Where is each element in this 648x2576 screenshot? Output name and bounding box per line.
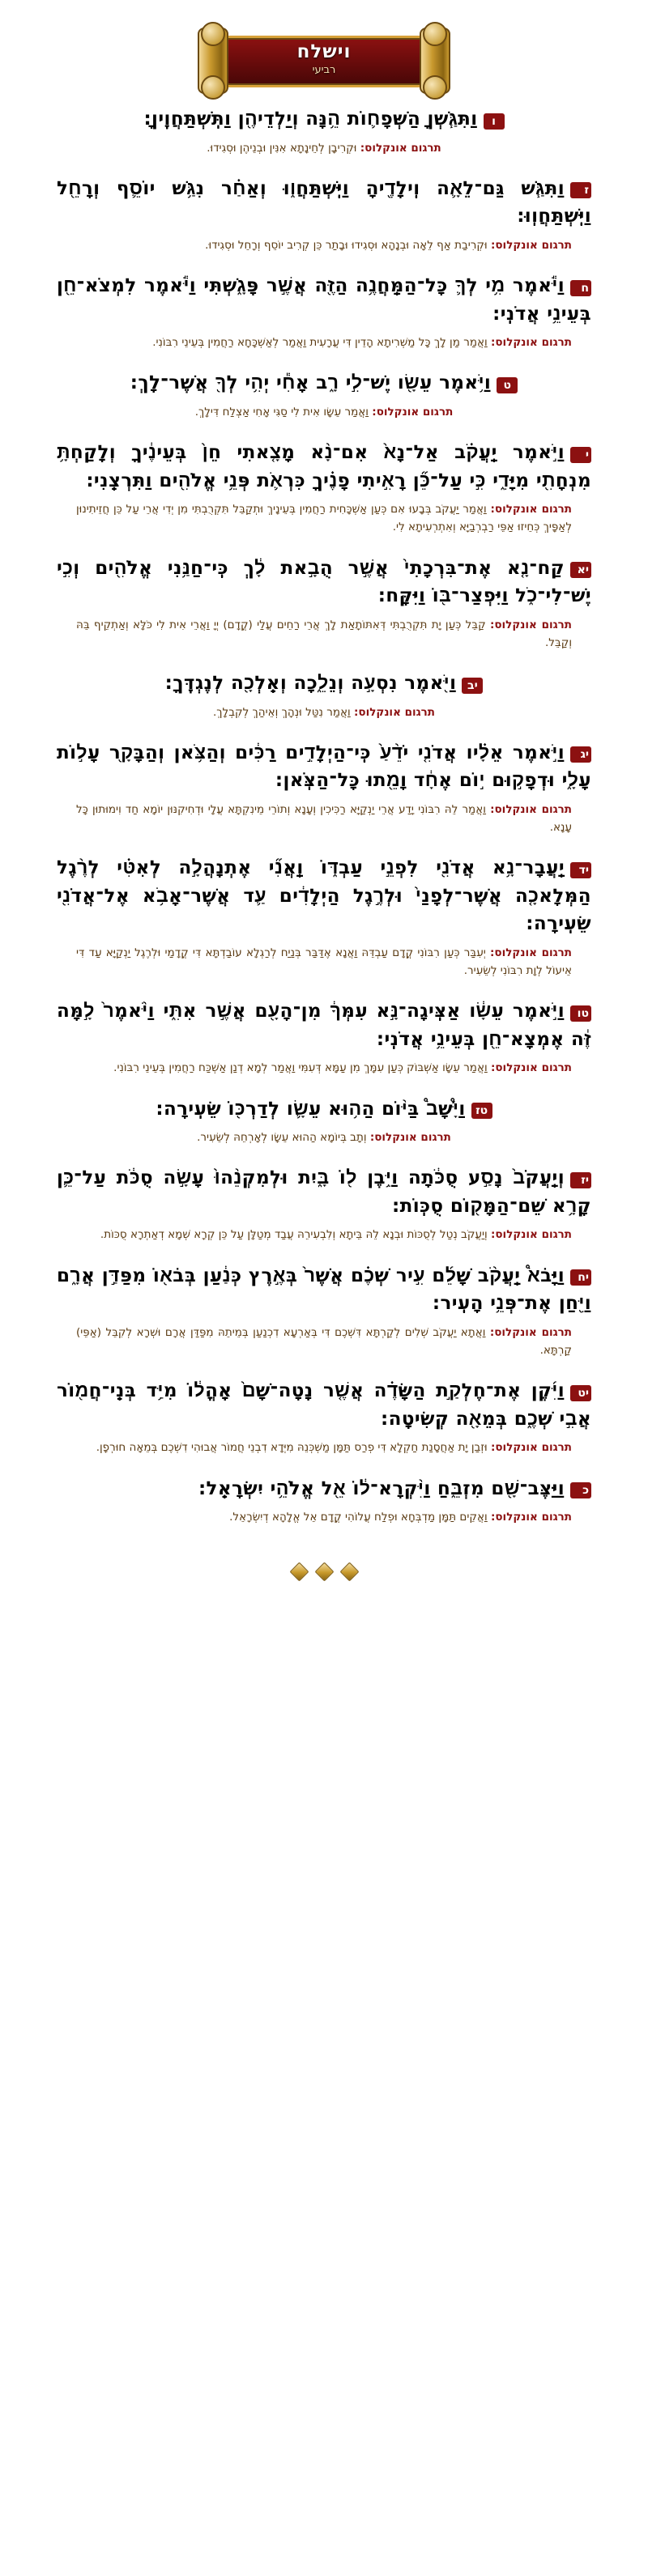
verse-hebrew-text: וַיֹּ֖אמֶר נִסְעָ֣ה וְנֵלֵ֑כָה וְאֵֽלְכָ֖ה לְנֶגְדֶּֽךָ: [164,673,457,695]
verse-number-badge[interactable]: ח [570,280,591,296]
targum-onkelos-block [57,1226,591,1243]
verse-hebrew-text: וַיֹּ֣אמֶר אֵלָ֗יו אֲדֹנִ֤י יֹדֵ֨עַ֙ כִּֽי־הַיְלָדִ֣ים רַכִּ֔ים וְהַצֹּ֥אן וְהַבָּקָ֖ר עָל֣וֹת עָלָ֑י וּדְפָק֣וּם י֣וֹם אֶחָ֔ד וָמֵ֖תוּ כָּל־הַצֹּֽאן: [57,742,591,792]
targum-label: תרגום אונקלוס: [372,405,454,419]
targum-label: תרגום אונקלוס: [490,238,572,252]
verse-line [57,369,591,397]
verse-hebrew-text: וַיֹּ֥אמֶר עֵשָׂ֖ו יֶשׁ־לִ֣י רָ֑ב אָחִ֕י יְהִ֥י לְךָ֖ אֲשֶׁר־לָֽךְ: [130,372,492,394]
targum-text: יְעִבַּר כְּעַן רִבּוֹנִי קֳדָם עַבְדֵּהּ וַאֲנָא אֶדַּבַּר בְּנַיַח לְרַגְלָא עוֹבַדְתָּא דִּי קֳדָמַי וּלְרֶגֶל יַנְקַיָּא עַד דִּי אֵיעוֹל לְוָת רִבּוֹנִי לְשֵׂעִיר. [76,946,572,978]
targum-onkelos-block [57,139,591,157]
verse-number-badge[interactable]: יב [462,678,483,694]
targum-onkelos-block [57,1508,591,1526]
verse-line [57,439,591,495]
verse-block [57,369,591,421]
verse-number-badge[interactable]: יא [570,562,591,578]
targum-label: תרגום אונקלוס: [490,1228,572,1242]
verse-number-badge[interactable]: טו [570,1005,591,1022]
targum-label: תרגום אונקלוס: [354,705,436,719]
targum-text: וַאֲמַר עֵשָׂו אִית לִי סַגִּי אָחִי אַצְלַח דִּילָךְ. [194,405,369,419]
verse-hebrew-text: וַיֹּ֣אמֶר עֵשָׂ֔ו אַצִּֽיגָה־נָּ֣א עִמְּךָ֔ מִן־הָעָ֖ם אֲשֶׁ֣ר אִתִּ֑י וַיֹּ֨אמֶר֙ לָ֣מָּה זֶּ֔ה אֶמְצָא־חֵ֖ן בְּעֵינֵ֥י אֲדֹנִֽי: [57,1001,591,1050]
verse-hebrew-text: וַתִּגַּ֧שְׁןָ הַשְּׁפָח֛וֹת הֵ֥נָּה וְיַלְדֵיהֶ֖ן וַתִּֽשְׁתַּחֲוֶֽיןָ: [143,108,478,130]
targum-text: וַאֲמַר לֵהּ רִבּוֹנִי יָדַע אֲרֵי יַנְקַיָּא רַכִּיכִין וְעָנָא וְתוֹרֵי מֵינִקְתָּא עֲלָי וּדְחִיקִנּוּן יוֹמָא חַד וִימוּתוּן כָּל עָנָא. [76,802,572,835]
verse-block [57,997,591,1077]
targum-label: תרגום אונקלוס: [490,1441,572,1455]
targum-onkelos-block [57,1129,591,1146]
targum-onkelos-block [57,1059,591,1077]
diamond-ornament-icon [339,1562,359,1582]
targum-onkelos-block [57,403,591,421]
verse-block [57,670,591,721]
verse-hebrew-text: קַח־נָ֤א אֶת־בִּרְכָתִי֙ אֲשֶׁ֣ר הֻבָ֣את לָ֔ךְ כִּֽי־חַנַּ֥נִי אֱלֹהִ֖ים וְכִ֣י יֶשׁ־לִי־כֹ֑ל וַיִּפְצַר־בּ֖וֹ וַיִּקָּֽח: [57,557,591,607]
targum-label: תרגום אונקלוס: [360,141,441,155]
verse-line [57,1475,591,1503]
verse-number-badge[interactable]: ז [570,182,591,198]
targum-onkelos-block [57,1324,591,1360]
verse-line [57,1262,591,1318]
verse-block [57,1475,591,1527]
verse-number-badge[interactable]: יט [570,1385,591,1401]
verse-line [57,1095,591,1124]
targum-label: תרגום אונקלוס: [489,618,572,631]
parsha-banner [0,0,648,105]
targum-text: קַבֵּל כְּעַן יָת תִּקְרֻבְתִּי דְּאִתּוֹתָאַת לָךְ אֲרֵי רַחֵים עֲלַי (קֳדָם) יְיָ וַאֲרֵי אִית לִי כֹּלָּא וְאַתְקֵיף בֵּהּ וְקַבֵּל. [76,618,572,649]
verse-number-badge[interactable]: טז [471,1103,492,1119]
verse-hebrew-text: וַיָּבֹא֩ יַֽעֲקֹ֨ב שָׁלֵ֜ם עִ֣יר שְׁכֶ֗ם אֲשֶׁר֙ בְּאֶ֣רֶץ כְּנַ֔עַן בְּבֹא֖וֹ מִפַּדַּ֣ן אֲרָ֑ם וַיִּ֖חַן אֶת־פְּנֵ֥י הָעִֽיר: [57,1265,591,1315]
targum-label: תרגום אונקלוס: [369,1131,451,1145]
targum-text: וַאֲמַר מַן לָךְ כָּל מַשְׁרִיתָא הָדֵין דִּי עֲרָעִית וַאֲמַר לְאַשְׁכָּחָא רַחֲמִין בְּעֵינֵי רִבּוֹנִי. [152,336,488,350]
parsha-title: וישלח [296,40,352,62]
verse-line [57,997,591,1053]
verse-block [57,105,591,157]
verse-block [57,739,591,837]
scroll-banner [198,28,450,91]
verse-hebrew-text: וַתִּגַּ֧שׁ גַּם־לֵאָ֛ה וִֽילָדֶ֖יהָ וַיִּֽשְׁתַּחֲו֑וּ וְאַחַ֗ר נִגַּ֥שׁ יוֹסֵ֛ף וְרָחֵ֖ל וַיִּֽשְׁתַּחֲוֽוּ: [57,177,591,227]
verse-hebrew-text: וַיֹּ֕אמֶר מִ֥י לְךָ֛ כָּל־הַמַּֽחֲנֶ֥ה הַזֶּ֖ה אֲשֶׁ֣ר פָּגָ֑שְׁתִּי וַיֹּ֕אמֶר לִמְצֹא־חֵ֖ן בְּעֵינֵ֥י אֲדֹנִֽי: [57,275,591,325]
targum-text: וּקְרִיבָן לְחֵינָתָא אִנִּין וּבְנֵיהֶן וּסְגִידוּ. [207,141,357,155]
verse-number-badge[interactable]: יז [570,1172,591,1188]
verse-block [57,175,591,254]
targum-label: תרגום אונקלוס: [490,336,572,350]
verse-list [57,105,591,1526]
verse-block [57,1377,591,1456]
verse-line [57,854,591,938]
targum-label: תרגום אונקלוס: [490,1061,572,1075]
verse-block [57,1262,591,1360]
verse-line [57,105,591,134]
footer-ornament [0,1544,648,1603]
verse-line [57,175,591,231]
verse-block [57,1095,591,1147]
verse-line [57,1377,591,1433]
verse-line [57,272,591,328]
verse-hebrew-text: וַיֹּ֣אמֶר יַֽעֲקֹ֗ב אַל־נָא֙ אִם־נָ֨א מָצָ֤אתִי חֵן֙ בְּעֵינֶ֔יךָ וְלָֽקַחְתָּ֥ מִנְחָתִ֖י מִיָּדִ֑י כִּ֣י עַל־כֵּ֞ן רָאִ֣יתִי פָנֶ֗יךָ כִּרְאֹ֛ת פְּנֵ֥י אֱלֹהִ֖ים וַתִּרְצֵֽנִי: [57,442,591,491]
targum-text: וַאֲמַר עֵשָׂו אַשְׁבּוֹק כְּעַן עִמָּךְ מִן עַמָּא דְּעִמִּי וַאֲמַר לְמָא דְנַן אַשְׁכַּח רַחֲמִין בְּעֵינֵי רִבּוֹנִי. [113,1061,488,1075]
verse-line [57,555,591,610]
targum-label: תרגום אונקלוס: [490,1511,572,1524]
targum-onkelos-block [57,334,591,351]
verse-block [57,439,591,537]
targum-onkelos-block [57,704,591,721]
verse-line [57,670,591,698]
verse-block [57,1164,591,1243]
verse-line [57,739,591,795]
verse-line [57,1164,591,1220]
aliyah-subtitle: רביעי [312,64,336,77]
verse-hebrew-text: וַיַּצֶּב־שָׁ֖ם מִזְבֵּ֑חַ וַיִּ֨קְרָא־ל֔וֹ אֵ֖ל אֱלֹהֵ֥י יִשְׂרָאֵֽל: [198,1477,565,1499]
targum-text: וְתָב בְּיוֹמָא הַהוּא עֵשָׂו לְאָרְחֵהּ לְשֵׂעִיר. [197,1131,367,1145]
verse-hebrew-text: וְיַֽעֲקֹב֙ נָסַ֣ע סֻכֹּ֔תָה וַיִּ֥בֶן ל֖וֹ בָּ֑יִת וּלְמִקְנֵ֨הוּ֙ עָשָׂ֣ה סֻכֹּ֔ת עַל־כֵּ֛ן קָרָ֥א שֵׁם־הַמָּק֖וֹם סֻכּֽוֹת: [57,1167,591,1217]
verse-number-badge[interactable]: ו [484,113,505,130]
targum-onkelos-block [57,801,591,837]
targum-onkelos-block [57,1439,591,1456]
verse-number-badge[interactable]: יג [570,746,591,763]
diamond-ornament-icon [289,1562,309,1582]
verse-block [57,854,591,980]
verse-number-badge[interactable]: י [570,447,591,463]
diamond-ornament-icon [314,1562,334,1582]
targum-label: תרגום אונקלוס: [490,802,572,816]
verse-number-badge[interactable]: כ [570,1482,591,1498]
targum-text: וַאֲתָא יַעֲקֹב שְׁלִים לְקַרְתָּא דִּשְׁכֶם דִּי בְּאַרְעָא דִכְנַעַן בְּמֵיתֵהּ מִפַּדַּן אֲרָם וּשְׁרָא לְקִבֵּל (אַפֵּי) קַרְתָּא. [76,1325,572,1358]
targum-text: וַאֲקֵים תַּמָּן מַדְבְּחָא וּפְלַח עֲלוֹהִי קֳדָם אֵל אֱלָהָא דְיִשְׂרָאֵל. [229,1511,488,1524]
verse-block [57,272,591,351]
targum-label: תרגום אונקלוס: [490,503,573,516]
targum-text: וְיַעֲקֹב נְטַל לְסֻכּוֹת וּבְנָא לֵהּ בֵּיתָא וְלִבְעִירֵהּ עֲבַד מְטַלָּן עַל כֵּן קְרָא שְׁמָא דְאַתְרָא סֻכּוֹת. [100,1228,488,1242]
verse-hebrew-text: וַיָּ֩שָׁב֩ בַּיּ֨וֹם הַה֥וּא עֵשָׂ֛ו לְדַרְכּ֖וֹ שֵׂעִֽירָה: [156,1098,466,1120]
targum-text: וּקְרִיבַת אַף לֵאָה וּבְנָהָא וּסְגִידוּ וּבָתַר כֵּן קְרִיב יוֹסֵף וְרָחֵל וּסְגִידוּ. [205,238,488,252]
verse-number-badge[interactable]: יח [570,1269,591,1286]
targum-onkelos-block [57,616,591,653]
targum-label: תרגום אונקלוס: [490,946,572,959]
targum-onkelos-block [57,944,591,980]
verse-number-badge[interactable]: יד [570,862,591,878]
banner-title-group [212,36,436,83]
targum-text: וַאֲמַר יַעֲקֹב בְּבָעוּ אִם כְּעַן אַשְׁכָּחִית רַחֲמִין בְּעֵינָיךְ וּתְקַבֵּל תִּקְרֻבְתִּי מִן יְדִי אֲרֵי עַל כֵּן חֲזֵיתִינוּן לְאַפָּיךְ כְּחֵיזוּ אַפֵּי רַבְרְבַיָּא וְאִתְרְעִיתָא לִי. [76,503,572,534]
verse-hebrew-text: וַיִּ֜קֶן אֶת־חֶלְקַ֣ת הַשָּׂדֶ֗ה אֲשֶׁ֤ר נָֽטָה־שָׁם֙ אָֽהֳל֔וֹ מִיַּ֥ד בְּנֵֽי־חֲמ֖וֹר אֲבִ֣י שְׁכֶ֑ם בְּמֵאָ֖ה קְשִׂיטָֽה: [57,1380,591,1430]
targum-onkelos-block [57,236,591,254]
verse-block [57,555,591,653]
targum-text: וַאֲמַר נִטַּל וּנְהָךְ וְאֵיהַךְ לְקִבְלָךְ. [212,705,351,719]
targum-onkelos-block [57,500,591,537]
verse-number-badge[interactable]: ט [497,377,518,393]
targum-label: תרגום אונקלוס: [489,1325,572,1339]
targum-text: וּזְבַן יָת אַחֲסָנַת חַקְלָא דִּי פְרַס תַּמָּן מַשְׁכְּנֵהּ מִיְּדָא דִבְנֵי חֲמוֹר אֲבוּהִי דִשְׁכֶם בְּמֵאָה חוּרְפָן. [96,1441,488,1455]
verse-hebrew-text: יַֽעֲבָר־נָ֥א אֲדֹנִ֖י לִפְנֵ֣י עַבְדּ֑וֹ וַֽאֲנִ֞י אֶתְנָֽהֲלָ֣ה לְאִטִּ֗י לְרֶ֨גֶל הַמְּלָאכָ֤ה אֲשֶׁר־לְפָנַי֙ וּלְרֶ֣גֶל הַיְלָדִ֔ים עַ֛ד אֲשֶׁר־אָבֹ֥א אֶל־אֲדֹנִ֖י שֵׂעִֽירָה: [57,857,591,935]
